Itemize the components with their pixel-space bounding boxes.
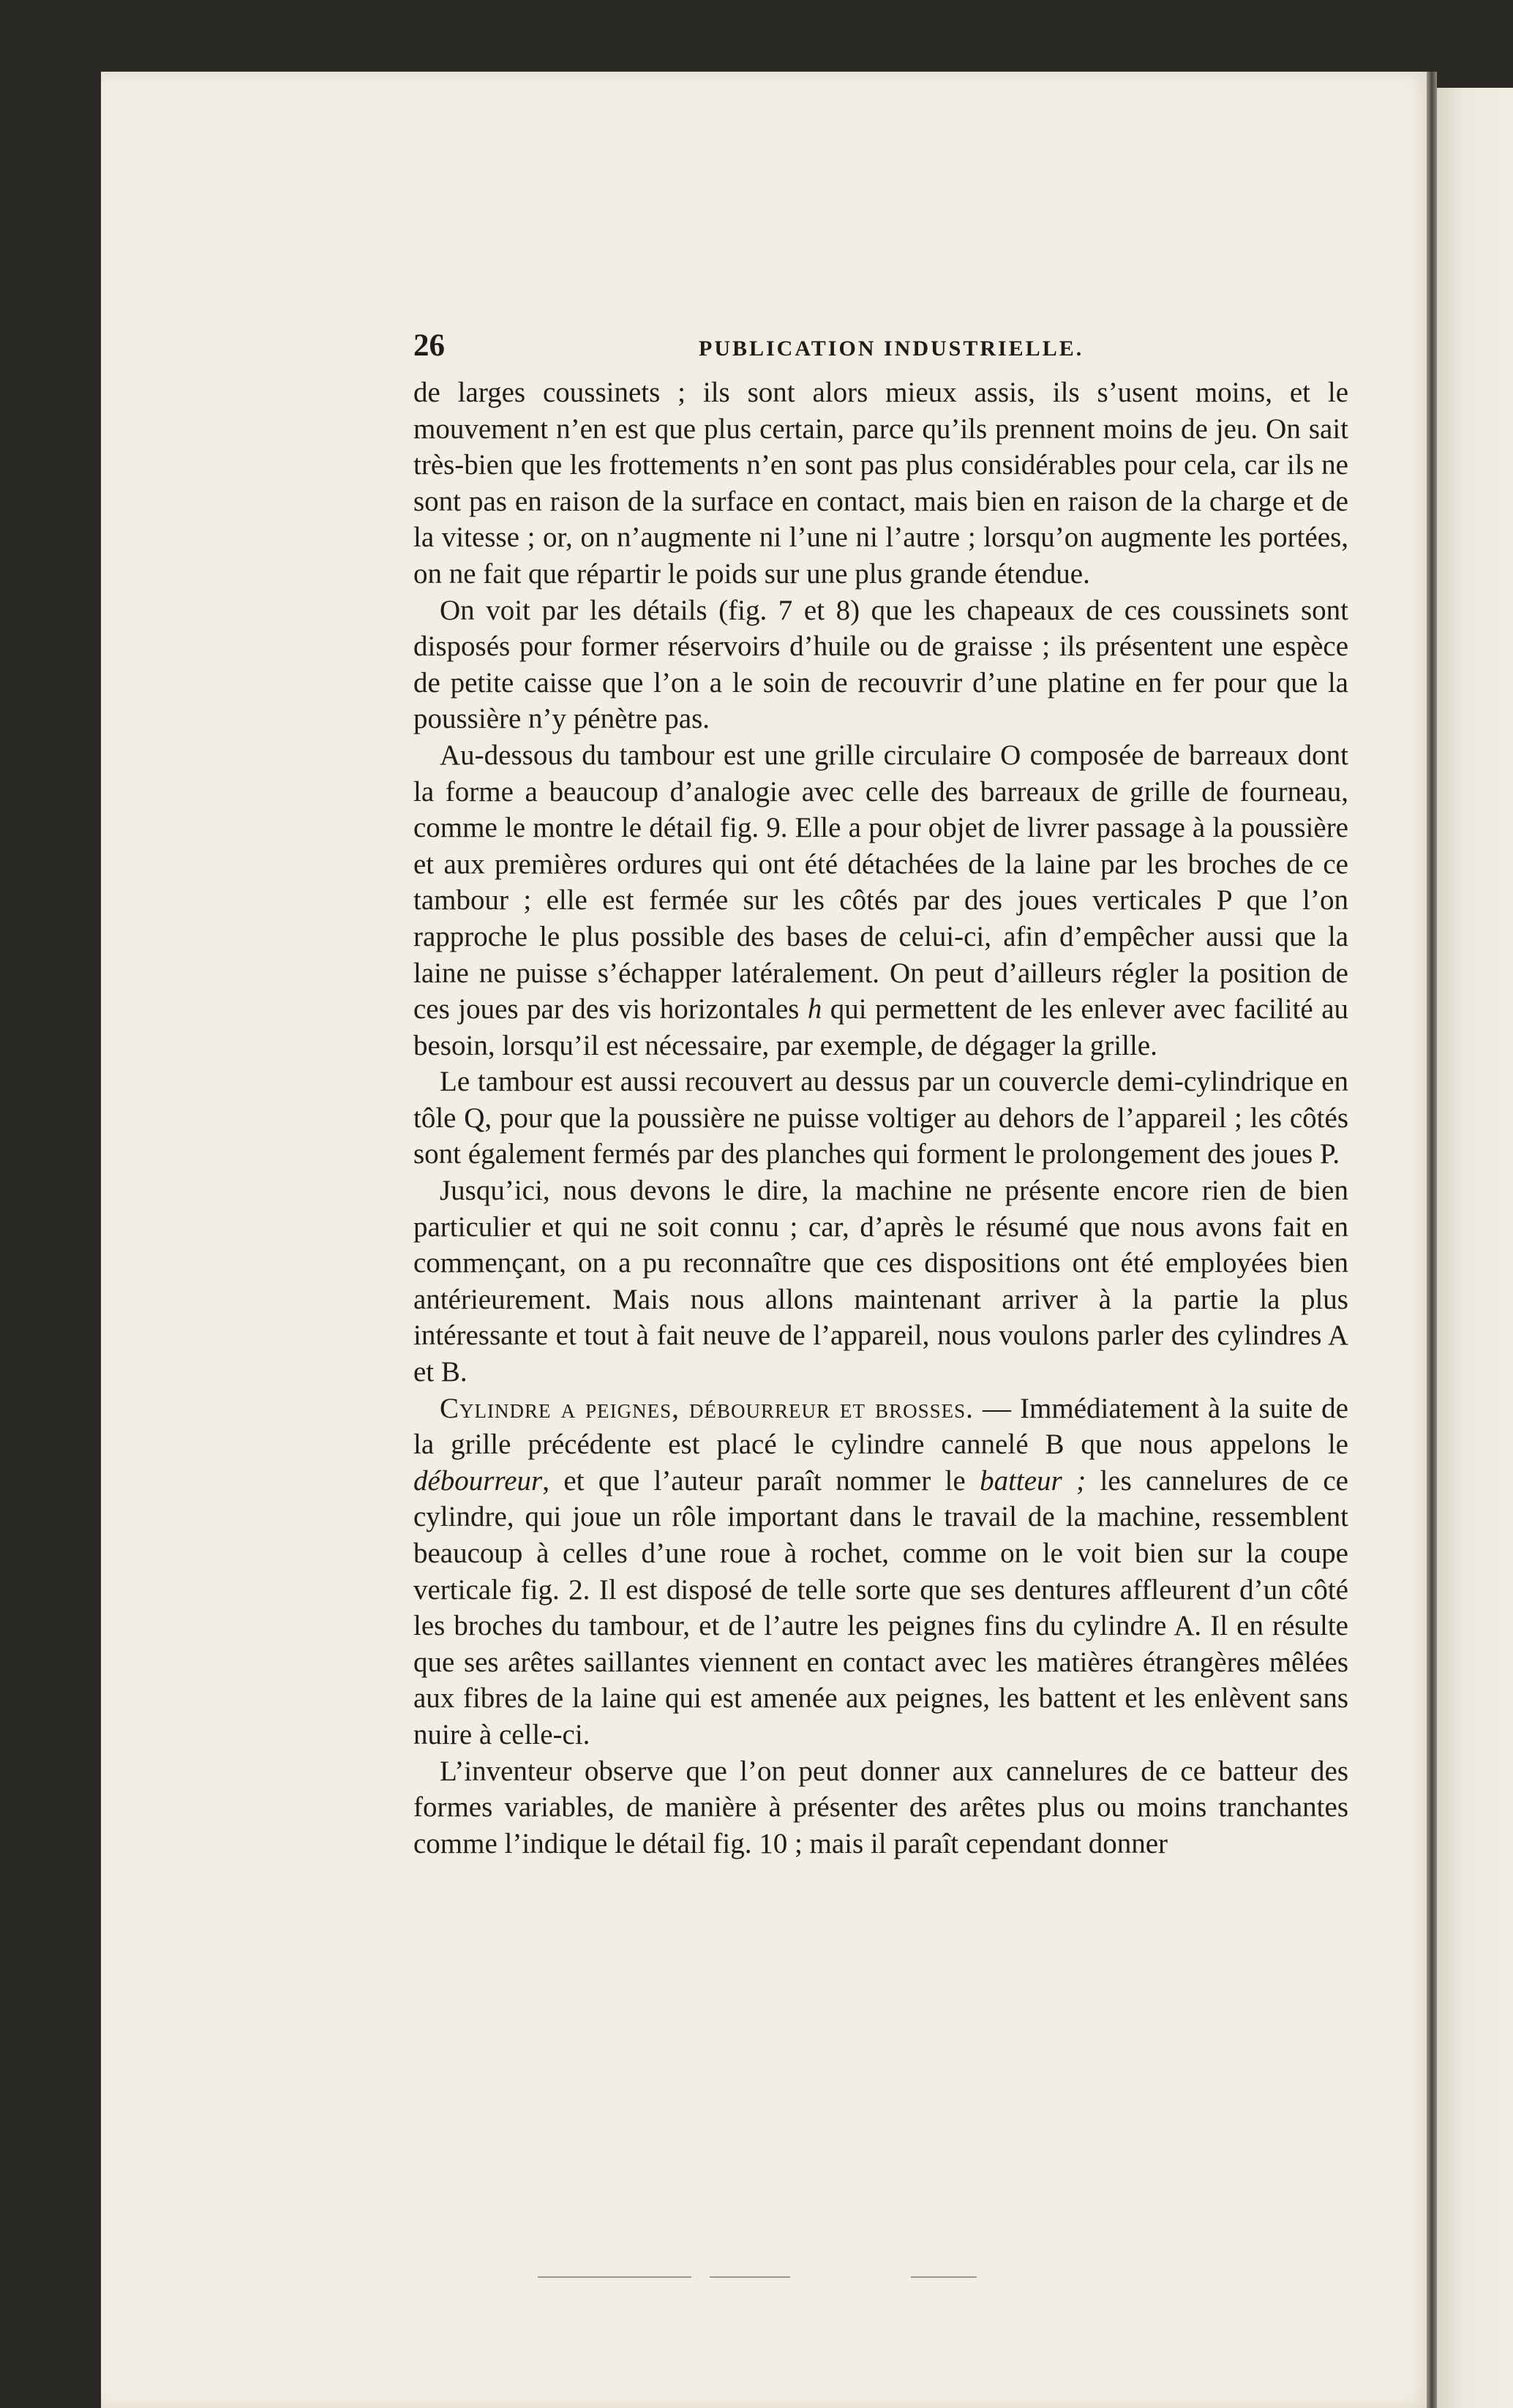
paragraph-6-text-c: les cannelures de ce cylindre, qui joue un rôle important dans le travail de la machine, ressemblent beaucoup à celles d’une roue à rochet, comme on le voit bien sur la coupe verticale fig. 2. Il est disposé de telle sorte que ses dentures affleurent d’un côté les broches du tambour, et de l’autre les peignes fins du cylindre A. Il en résulte que ses arêtes saillantes viennent en contact avec les matières étrangères mêlées aux fibres de la laine qui est amenée aux peignes, les battent et les enlèvent sans nuire à celle-ci. <box>413 1464 1348 1750</box>
facing-page-edge <box>1435 88 1513 2408</box>
paragraph-6-italic-2: batteur ; <box>980 1464 1086 1497</box>
page-number: 26 <box>413 328 445 363</box>
bleed-rule <box>538 2276 691 2278</box>
paragraph-6-text-a: — Immédiatement à la suite de la grille précédente est placé le cylindre cannelé B que nous appelons le <box>413 1392 1348 1461</box>
running-head: PUBLICATION INDUSTRIELLE. <box>699 336 1084 361</box>
paragraph-3-italic: h <box>807 993 822 1026</box>
paragraph-6 <box>413 1391 1348 1753</box>
page-header <box>413 328 1350 369</box>
paragraph-3-text-a: Au-dessous du tambour est une grille circulaire O composée de barreaux dont la forme a beaucoup d’analogie avec celle des barreaux de grille de fourneau, comme le montre le détail fig. 9. Elle a pour objet de livrer passage à la poussière et aux premières ordures qui ont été détachées de la laine par les broches de ce tambour ; elle est fermée sur les côtés par des joues verticales P que l’on rapproche le plus possible des bases de celui-ci, afin d’empêcher aussi que la laine ne puisse s’échapper latéralement. On peut d’ailleurs régler la position de ces joues par des vis horizontales <box>413 739 1348 1026</box>
paragraph-7: L’inventeur observe que l’on peut donner aux cannelures de ce batteur des formes variables, de manière à présenter des arêtes plus ou moins tranchantes comme l’indique le détail fig. 10 ; mais il paraît cependant donner <box>413 1755 1348 1859</box>
paragraph-5: Jusqu’ici, nous devons le dire, la machine ne présente encore rien de bien particulier et qui ne soit connu ; car, d’après le résumé que nous avons fait en commençant, on a pu reconnaître que ces dispositions ont été employées bien antérieurement. Mais nous allons maintenant arriver à la partie la plus intéressante et tout à fait neuve de l’appareil, nous voulons parler des cylindres A et B. <box>413 1175 1348 1388</box>
body-text <box>413 375 1348 1862</box>
paragraph-4: Le tambour est aussi recouvert au dessus par un couvercle demi-cylindrique en tôle Q, pour que la poussière ne puisse voltiger au dehors de l’appareil ; les côtés sont également fermés par des planches qui forment le prolongement des joues P. <box>413 1066 1348 1170</box>
paragraph-2: On voit par les détails (fig. 7 et 8) que les chapeaux de ces coussinets sont disposés pour former réservoirs d’huile ou de graisse ; ils présentent une espèce de petite caisse que l’on a le soin de recouvrir d’une platine en fer pour que la poussière n’y pénètre pas. <box>413 594 1348 735</box>
bleed-rule <box>911 2276 977 2278</box>
paragraph-1: de larges coussinets ; ils sont alors mieux assis, ils s’usent moins, et le mouvement n’en est que plus certain, parce qu’ils prennent moins de jeu. On sait très-bien que les frottements n’en sont pas plus considérables pour cela, car ils ne sont pas en raison de la surface en contact, mais bien en raison de la charge et de la vitesse ; or, on n’augmente ni l’une ni l’autre ; lorsqu’on augmente les portées, on ne fait que répartir le poids sur une plus grande étendue. <box>413 377 1348 590</box>
bleed-rule <box>710 2276 790 2278</box>
paragraph-3-text-b: qui permettent de les enlever avec facilité au besoin, lorsqu’il est nécessaire, par exemple, de dégager la grille. <box>413 993 1349 1061</box>
section-heading: Cylindre a peignes, débourreur et brosses. <box>440 1392 974 1424</box>
paragraph-6-text-b: , et que l’auteur paraît nommer le <box>542 1464 966 1497</box>
paragraph-3 <box>413 737 1348 1064</box>
book-gutter <box>1427 72 1437 2408</box>
paragraph-6-italic-1: débourreur <box>413 1464 543 1497</box>
